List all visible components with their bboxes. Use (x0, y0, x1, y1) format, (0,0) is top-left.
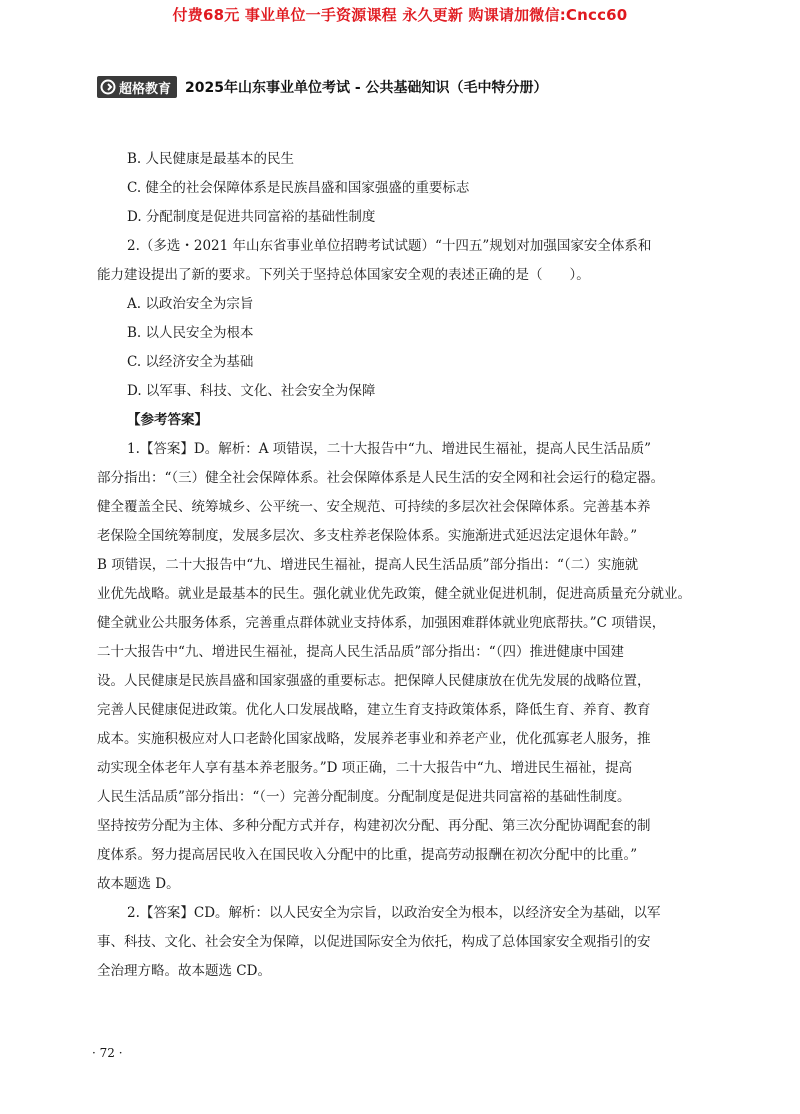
watermark-banner: 付费68元 事业单位一手资源课程 永久更新 购课请加微信:Cncc60 (172, 6, 628, 24)
answer-2-line-1: 2.【答案】CD。解析：以人民安全为宗旨，以政治安全为根本，以经济安全为基础，以军 (127, 905, 661, 921)
option-d-q2: D. 以军事、科技、文化、社会安全为保障 (127, 383, 376, 399)
answer-1-line-6: 业优先战略。就业是最基本的民生。强化就业优先政策，健全就业促进机制，促进高质量充分就业。 (97, 586, 691, 602)
brand-logo (97, 76, 177, 98)
option-c-q1: C. 健全的社会保障体系是民族昌盛和国家强盛的重要标志 (127, 180, 470, 196)
answer-1-line-12: 动实现全体老年人享有基本养老服务。”D 项正确，二十大报告中“九、增进民生福祉，提高 (97, 760, 633, 776)
answer-1-line-11: 成本。实施积极应对人口老龄化国家战略，发展养老事业和养老产业，优化孤寡老人服务，推 (97, 731, 651, 747)
page-header (97, 76, 548, 98)
answer-1-line-1: 1.【答案】D。解析：A 项错误，二十大报告中“九、增进民生福祉，提高人民生活品质” (127, 441, 652, 457)
answer-1-line-9: 设。人民健康是民族昌盛和国家强盛的重要标志。把保障人民健康放在优先发展的战略位置， (97, 673, 651, 689)
answer-2-line-3: 全治理方略。故本题选 CD。 (97, 963, 271, 979)
logo-icon (100, 79, 116, 95)
answer-1-line-5: B 项错误，二十大报告中“九、增进民生福祉，提高人民生活品质”部分指出：“（二）实施就 (97, 557, 639, 573)
answer-1-line-7: 健全就业公共服务体系，完善重点群体就业支持体系，加强困难群体就业兜底帮扶。”C 项错误， (97, 615, 666, 631)
question-2-line-1: 2.（多选・2021 年山东省事业单位招聘考试试题）“十四五”规划对加强国家安全体系和 (127, 238, 652, 254)
page-title: 2025年山东事业单位考试 - 公共基础知识（毛中特分册） (185, 80, 548, 96)
answer-1-line-15: 度体系。努力提高居民收入在国民收入分配中的比重，提高劳动报酬在初次分配中的比重。” (97, 847, 638, 863)
answer-heading: 【参考答案】 (127, 412, 208, 428)
document-body (97, 145, 707, 986)
answer-1-line-13: 人民生活品质”部分指出：“（一）完善分配制度。分配制度是促进共同富裕的基础性制度。 (97, 789, 631, 805)
page-number: · 72 · (92, 1046, 123, 1060)
answer-1-line-3: 健全覆盖全民、统筹城乡、公平统一、安全规范、可持续的多层次社会保障体系。完善基本养 (97, 499, 651, 515)
answer-1-line-16: 故本题选 D。 (97, 876, 180, 892)
answer-2-line-2: 事、科技、文化、社会安全为保障，以促进国际安全为依托，构成了总体国家安全观指引的安 (97, 934, 651, 950)
option-b-q2: B. 以人民安全为根本 (127, 325, 254, 341)
answer-1-line-8: 二十大报告中“九、增进民生福祉，提高人民生活品质”部分指出：“（四）推进健康中国建 (97, 644, 624, 660)
answer-1-line-10: 完善人民健康促进政策。优化人口发展战略，建立生育支持政策体系，降低生育、养育、教育 (97, 702, 651, 718)
question-2-line-2: 能力建设提出了新的要求。下列关于坚持总体国家安全观的表述正确的是（ ）。 (97, 267, 590, 283)
option-a-q2: A. 以政治安全为宗旨 (127, 296, 254, 312)
option-b-q1: B. 人民健康是最基本的民生 (127, 151, 295, 167)
answer-1-line-14: 坚持按劳分配为主体、多种分配方式并存，构建初次分配、再分配、第三次分配协调配套的制 (97, 818, 651, 834)
answer-1-line-4: 老保险全国统筹制度，发展多层次、多支柱养老保险体系。实施渐进式延迟法定退休年龄。” (97, 528, 638, 544)
logo-text: 超格教育 (119, 81, 172, 97)
option-d-q1: D. 分配制度是促进共同富裕的基础性制度 (127, 209, 376, 225)
option-c-q2: C. 以经济安全为基础 (127, 354, 254, 370)
answer-1-line-2: 部分指出：“（三）健全社会保障体系。社会保障体系是人民生活的安全网和社会运行的稳定器。 (97, 470, 665, 486)
